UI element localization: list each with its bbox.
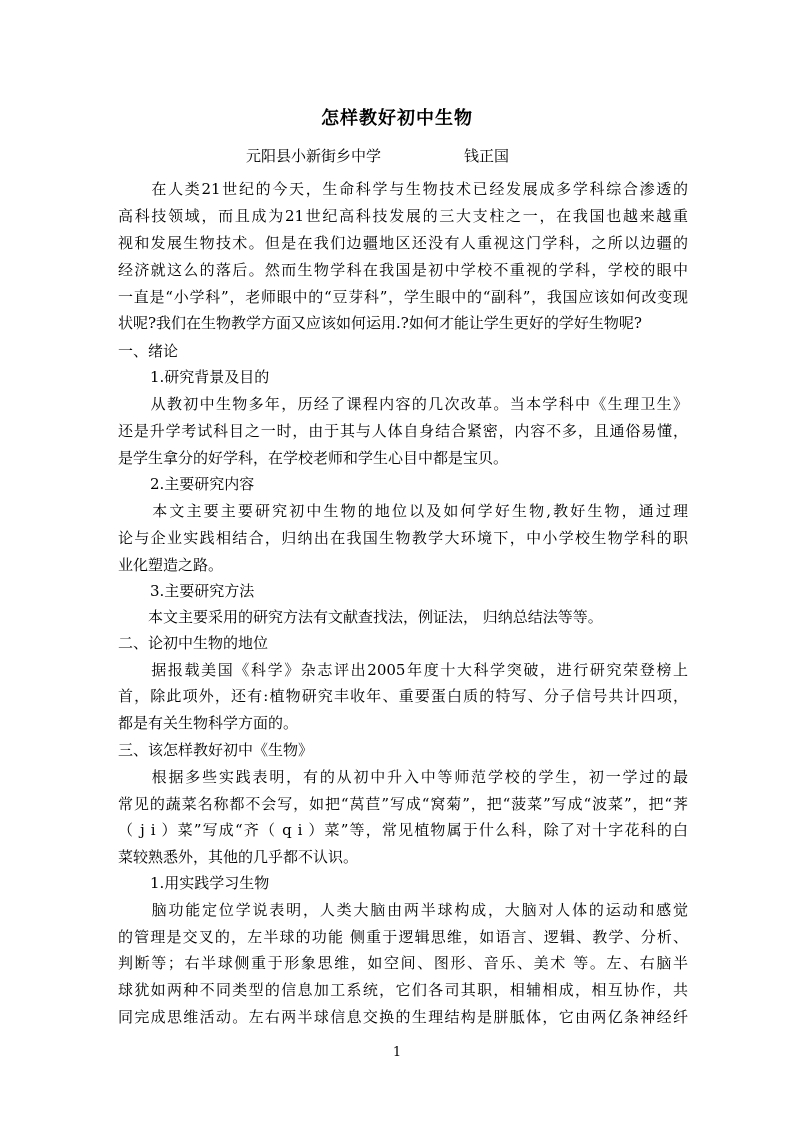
- paragraph-line: 判断等；右半球侧重于形象思维，如空间、图形、音乐、美术 等。左、右脑半: [118, 954, 688, 972]
- subsection-heading-1-2: 2.主要研究内容: [150, 475, 255, 493]
- paragraph-line: （ j i ）菜”写成“齐（ q i ）菜”等，常见植物属于什么科，除了对十字花科的白: [118, 821, 688, 839]
- section-heading-2: 二、论初中生物的地位: [118, 634, 269, 652]
- document-title: 怎样教好初中生物: [321, 108, 473, 129]
- paragraph-line: 从教初中生物多年，历经了课程内容的几次改革。当本学科中《生理卫生》: [118, 395, 688, 413]
- paragraph-line: 据报载美国《科学》杂志评出2005年度十大科学突破，进行研究荣登榜上: [118, 661, 688, 679]
- paragraph-line: 常见的蔬菜名称都不会写，如把“莴苣”写成“窝菊”，把“菠菜”写成“波菜”，把“荠: [118, 795, 688, 813]
- author-school: 元阳县小新街乡中学: [246, 147, 382, 165]
- paragraph-line: 脑功能定位学说表明，人类大脑由两半球构成，大脑对人体的运动和感觉: [118, 901, 688, 919]
- paragraph-line: 菜较熟悉外，其他的几乎都不认识。: [118, 848, 359, 866]
- intro-line: 视和发展生物技术。但是在我们边疆地区还没有人重视这门学科，之所以边疆的: [118, 234, 688, 252]
- page-number: 1: [392, 1045, 402, 1060]
- section-heading-1: 一、绪论: [118, 342, 179, 360]
- intro-line: 高科技领域，而且成为21世纪高科技发展的三大支柱之一，在我国也越来越重: [118, 207, 688, 225]
- intro-line: 经济就这么的落后。然而生物学科在我国是初中学校不重视的学科，学校的眼中: [118, 261, 688, 279]
- paragraph-line: 论与企业实践相结合，归纳出在我国生物教学大环境下，中小学校生物学科的职: [118, 529, 688, 547]
- subsection-heading-1-1: 1.研究背景及目的: [150, 368, 270, 386]
- paragraph-line: 是学生拿分的好学科，在学校老师和学生心目中都是宝贝。: [118, 449, 509, 467]
- paragraph-line: 都是有关生物科学方面的。: [118, 714, 299, 732]
- paragraph-line: 球犹如两种不同类型的信息加工系统，它们各司其职，相辅相成，相互协作，共: [118, 981, 688, 999]
- intro-line: 在人类21世纪的今天，生命科学与生物技术已经发展成多学科综合渗透的: [118, 180, 688, 198]
- paragraph-line: 同完成思维活动。左右两半球信息交换的生理结构是胼胝体，它由两亿条神经纤: [118, 1008, 688, 1026]
- paragraph-line: 本文主要采用的研究方法有文献查找法，例证法， 归纳总结法等等。: [118, 608, 603, 626]
- section-heading-3: 三、该怎样教好初中《生物》: [118, 741, 314, 759]
- paragraph-line: 业化塑造之路。: [118, 556, 224, 574]
- paragraph-line: 还是升学考试科目之一时，由于其与人体自身结合紧密，内容不多，且通俗易懂，: [118, 422, 688, 440]
- intro-line: 状呢?我们在生物教学方面又应该如何运用.?如何才能让学生更好的学好生物呢?: [118, 314, 642, 332]
- author-name: 钱正国: [464, 147, 510, 165]
- intro-line: 一直是“小学科”，老师眼中的“豆芽科”，学生眼中的“副科”，我国应该如何改变现: [118, 288, 688, 306]
- paragraph-line: 根据多些实践表明，有的从初中升入中等师范学校的学生，初一学过的最: [118, 768, 688, 786]
- subsection-heading-3-1: 1.用实践学习生物: [150, 874, 270, 892]
- paragraph-line: 的管理是交叉的，左半球的功能 侧重于逻辑思维，如语言、逻辑、教学、分析、: [118, 928, 688, 946]
- paragraph-line: 本文主要主要研究初中生物的地位以及如何学好生物,教好生物，通过理: [118, 502, 688, 520]
- paragraph-line: 首，除此项外，还有:植物研究丰收年、重要蛋白质的特写、分子信号共计四项，: [118, 687, 688, 705]
- subsection-heading-1-3: 3.主要研究方法: [150, 582, 255, 600]
